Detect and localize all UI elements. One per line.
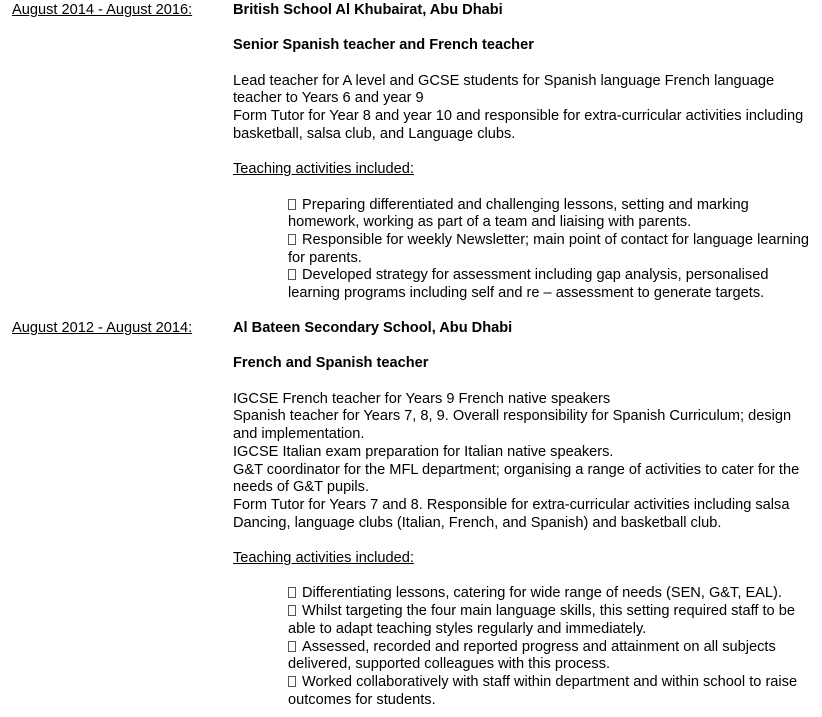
activity-item [288,585,820,603]
job-description [233,73,818,144]
activity-item [288,674,820,709]
description-line: G&T coordinator for the MFL department; organising a range of activities to cater for the needs of G&T pupils. [233,461,800,496]
description-line: IGCSE French teacher for Years 9 French native speakers [233,390,611,407]
activities-list [288,197,820,303]
school-name: British School Al Khubairat, Abu Dhabi [233,2,503,18]
activity-text: Assessed, recorded and reported progress and attainment on all subjects delivered, supported colleagues with this process. [288,638,776,673]
activity-text: Responsible for weekly Newsletter; main point of contact for language learning for parents. [288,232,810,266]
job-description [233,391,818,533]
school-name: Al Bateen Secondary School, Abu Dhabi [233,320,513,336]
description-line: IGCSE Italian exam preparation for Italian native speakers. [233,443,614,460]
square-bullet-icon [288,676,296,687]
activity-text: Whilst targeting the four main language skills, this setting required staff to be able to adapt teaching styles regularly and immediately. [288,603,795,637]
square-bullet-icon [288,269,296,280]
activity-item [288,197,820,232]
square-bullet-icon [288,587,296,598]
activities-heading: Teaching activities included: [233,550,414,567]
description-line: Lead teacher for A level and GCSE students for Spanish language French language teacher to Years 6 and year 9 [233,72,775,107]
activities-list [288,585,820,709]
activity-item [288,603,820,638]
square-bullet-icon [288,641,296,652]
job-title: French and Spanish teacher [233,355,429,372]
activity-item [288,639,820,674]
employment-date-range: August 2012 - August 2014: [12,320,193,336]
activity-text: Worked collaboratively with staff within department and within school to raise outcomes for students. [288,674,798,708]
description-line: Spanish teacher for Years 7, 8, 9. Overall responsibility for Spanish Curriculum; design and implementation. [233,408,792,443]
description-line: Form Tutor for Year 8 and year 10 and responsible for extra-curricular activities including basketball, salsa club, and Language clubs. [233,108,804,142]
description-line: Form Tutor for Years 7 and 8. Responsible for extra-curricular activities including salsa Dancing, language clubs (Italian, French, and Spanish) and basketball club. [233,497,790,531]
activity-text: Preparing differentiated and challenging lessons, setting and marking homework, working as part of a team and liaising with parents. [288,196,749,231]
employment-date-range: August 2014 - August 2016: [12,2,193,18]
square-bullet-icon [288,605,296,616]
activity-text: Developed strategy for assessment including gap analysis, personalised learning programs including self and re – assessment to generate targets. [288,267,769,302]
square-bullet-icon [288,234,296,245]
activity-item [288,232,820,267]
square-bullet-icon [288,199,296,210]
employment-details [233,320,818,709]
activities-heading: Teaching activities included: [233,161,414,178]
activity-text: Differentiating lessons, catering for wide range of needs (SEN, G&T, EAL). [302,585,782,602]
employment-details [233,2,818,303]
job-title: Senior Spanish teacher and French teacher [233,37,534,54]
activity-item [288,267,820,302]
